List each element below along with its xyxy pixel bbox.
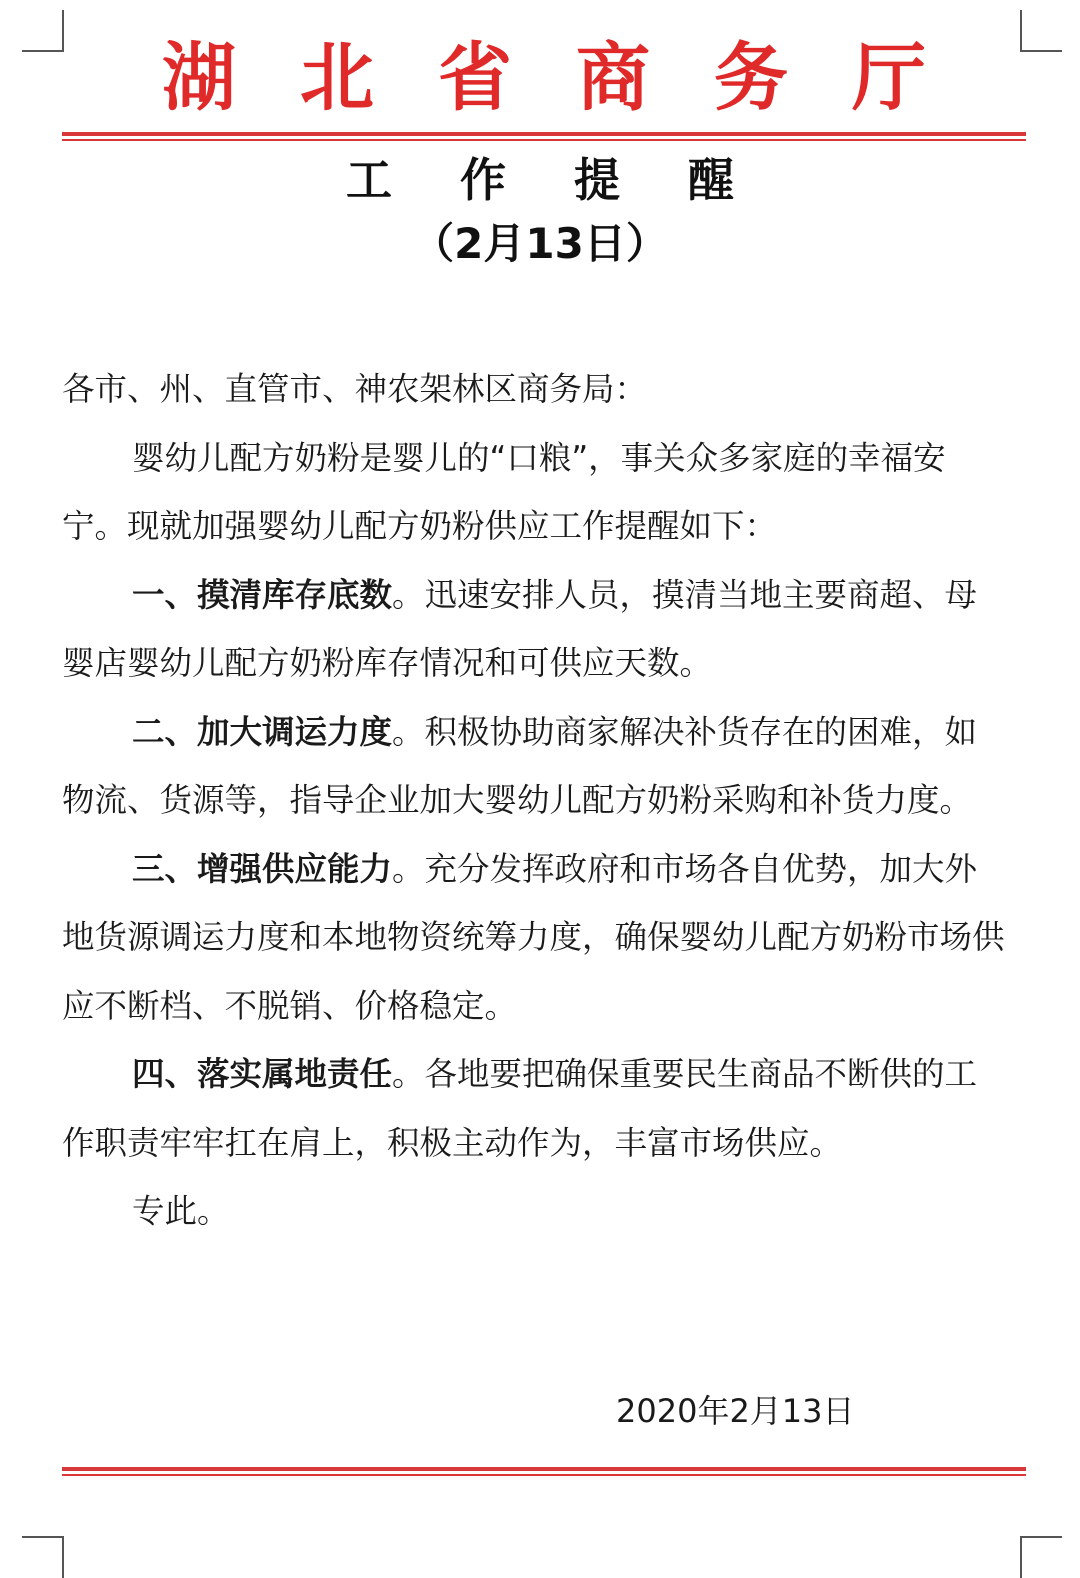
- item-paragraph-3: [62, 835, 1007, 1041]
- item-body: 。充分发挥政府和市场各自优势，加大外地货源调运力度和本地物资统筹力度，确保婴幼儿配方奶粉市场供应不断档、不脱销、价格稳定。: [62, 849, 1005, 1025]
- item-paragraph-4: [62, 1040, 1007, 1177]
- item-heading: 四、落实属地责任: [132, 1055, 393, 1093]
- title-char: 作: [460, 153, 506, 207]
- red-divider-bottom: [62, 1467, 1026, 1477]
- masthead-org-name: [60, 35, 1028, 121]
- intro-paragraph: 婴幼儿配方奶粉是婴儿的“口粮”，事关众多家庭的幸福安宁。现就加强婴幼儿配方奶粉供应工作提醒如下：: [62, 438, 946, 545]
- title-date: （2月13日）: [412, 219, 668, 268]
- item-heading: 二、加大调运力度: [132, 712, 393, 751]
- item-heading: 一、摸清库存底数: [132, 575, 393, 614]
- masthead-char: 厅: [852, 35, 926, 121]
- masthead-char: 务: [714, 35, 788, 121]
- masthead-char: 湖: [162, 35, 236, 121]
- recipient-line: 各市、州、直管市、神农架林区商务局：: [62, 370, 648, 408]
- red-divider-thick: [62, 1467, 1026, 1471]
- item-paragraph-1: [62, 561, 1007, 698]
- document-body: [62, 355, 1007, 1246]
- title-char: 醒: [688, 153, 734, 207]
- item-body: 。各地要把确保重要民生商品不断供的工作职责牢牢扛在肩上，积极主动作为，丰富市场供应。: [62, 1055, 978, 1162]
- red-divider-top: [62, 132, 1026, 142]
- crop-mark-top-left: [22, 10, 64, 52]
- item-heading: 三、增强供应能力: [132, 849, 393, 888]
- crop-mark-bottom-right: [1020, 1536, 1062, 1578]
- masthead-char: 省: [438, 35, 512, 121]
- item-paragraph-2: [62, 698, 1007, 835]
- item-body: 。积极协助商家解决补货存在的困难，如物流、货源等，指导企业加大婴幼儿配方奶粉采购和补货力度。: [62, 712, 978, 819]
- crop-mark-bottom-left: [22, 1536, 64, 1578]
- title-char: 工: [346, 153, 392, 207]
- signature-date: 2020年2月13日: [616, 1392, 855, 1430]
- document-title: [0, 150, 1080, 210]
- red-divider-thick: [62, 132, 1026, 136]
- masthead-char: 商: [576, 35, 650, 121]
- closing-line: 专此。: [132, 1192, 230, 1230]
- red-divider-thin: [62, 139, 1026, 141]
- masthead-char: 北: [300, 35, 374, 121]
- red-divider-thin: [62, 1474, 1026, 1476]
- title-char: 提: [574, 153, 620, 207]
- item-body: 。迅速安排人员，摸清当地主要商超、母婴店婴幼儿配方奶粉库存情况和可供应天数。: [62, 575, 978, 682]
